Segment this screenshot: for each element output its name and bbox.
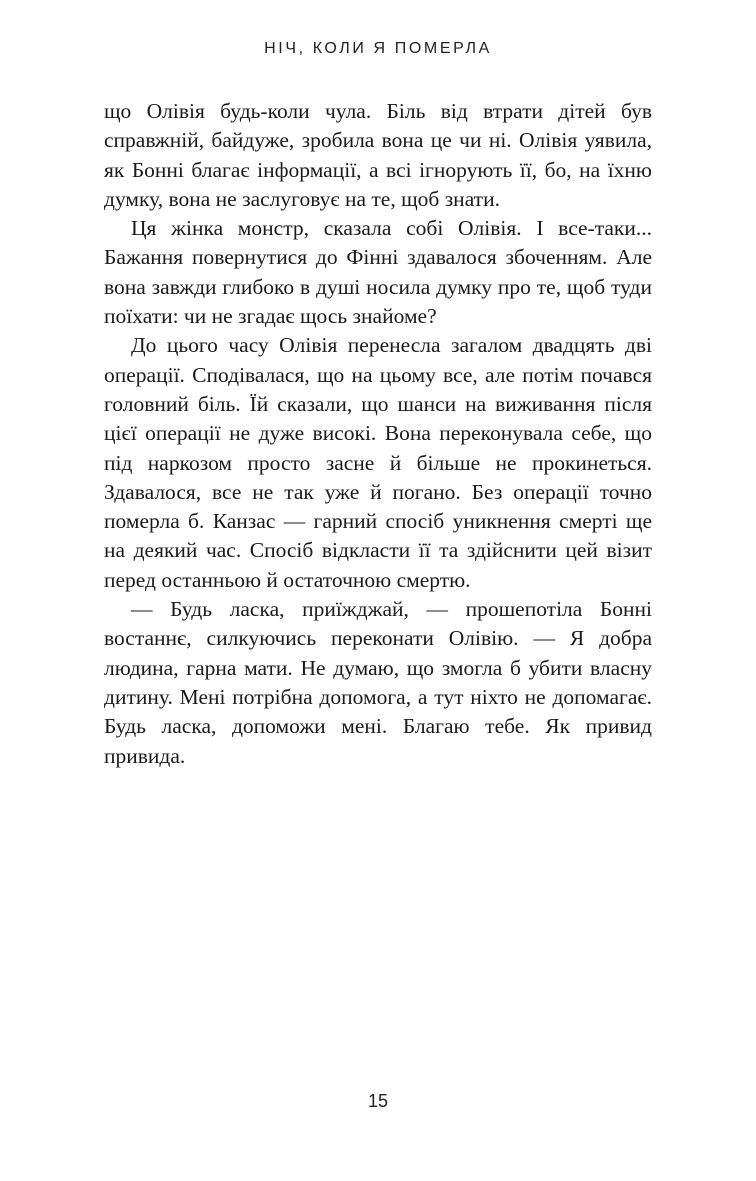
body-text [104,97,652,771]
page-number: 15 [367,1091,389,1111]
paragraph-1: що Олівія будь-коли чула. Біль від втрати дітей був справжній, байдуже, зробила вона це чи ні. Олівія уявила, як Бонні благає інформації, а всі ігнорують її, бо, на їхню думку, вона не заслуговує на те, щоб знати. [104,99,652,211]
running-header-title: НІЧ, КОЛИ Я ПОМЕРЛА [264,40,492,57]
paragraph-2: Ця жінка монстр, сказала собі Олівія. І все-таки... Бажання повернутися до Фінні здавалося збоченням. Але вона завжди глибоко в душі носила думку про те, щоб туди поїхати: чи не згадає щось знайоме? [104,216,652,329]
paragraph-4: — Будь ласка, приїжджай, — прошепотіла Бонні востаннє, силкуючись переконати Олівію. — Я добра людина, гарна мати. Не думаю, що змогла б убити власну дитину. Мені потрібна допомога, а тут ніхто не допомагає. Будь ласка, допоможи мені. Благаю тебе. Як привид привида. [104,597,652,768]
paragraph-3: До цього часу Олівія перенесла загалом двадцять дві операції. Сподівалася, що на цьому все, але потім почався головний біль. Їй сказали, що шанси на виживання після цієї операції не дуже високі. Вона переконувала себе, що під наркозом просто засне й більше не прокинеться. Здавалося, все не так уже й погано. Без операції точно померла б. Канзас — гарний спосіб уникнення смерті ще на деякий час. Спосіб відкласти її та здійснити цей візит перед останньою й остаточною смертю. [104,333,652,592]
